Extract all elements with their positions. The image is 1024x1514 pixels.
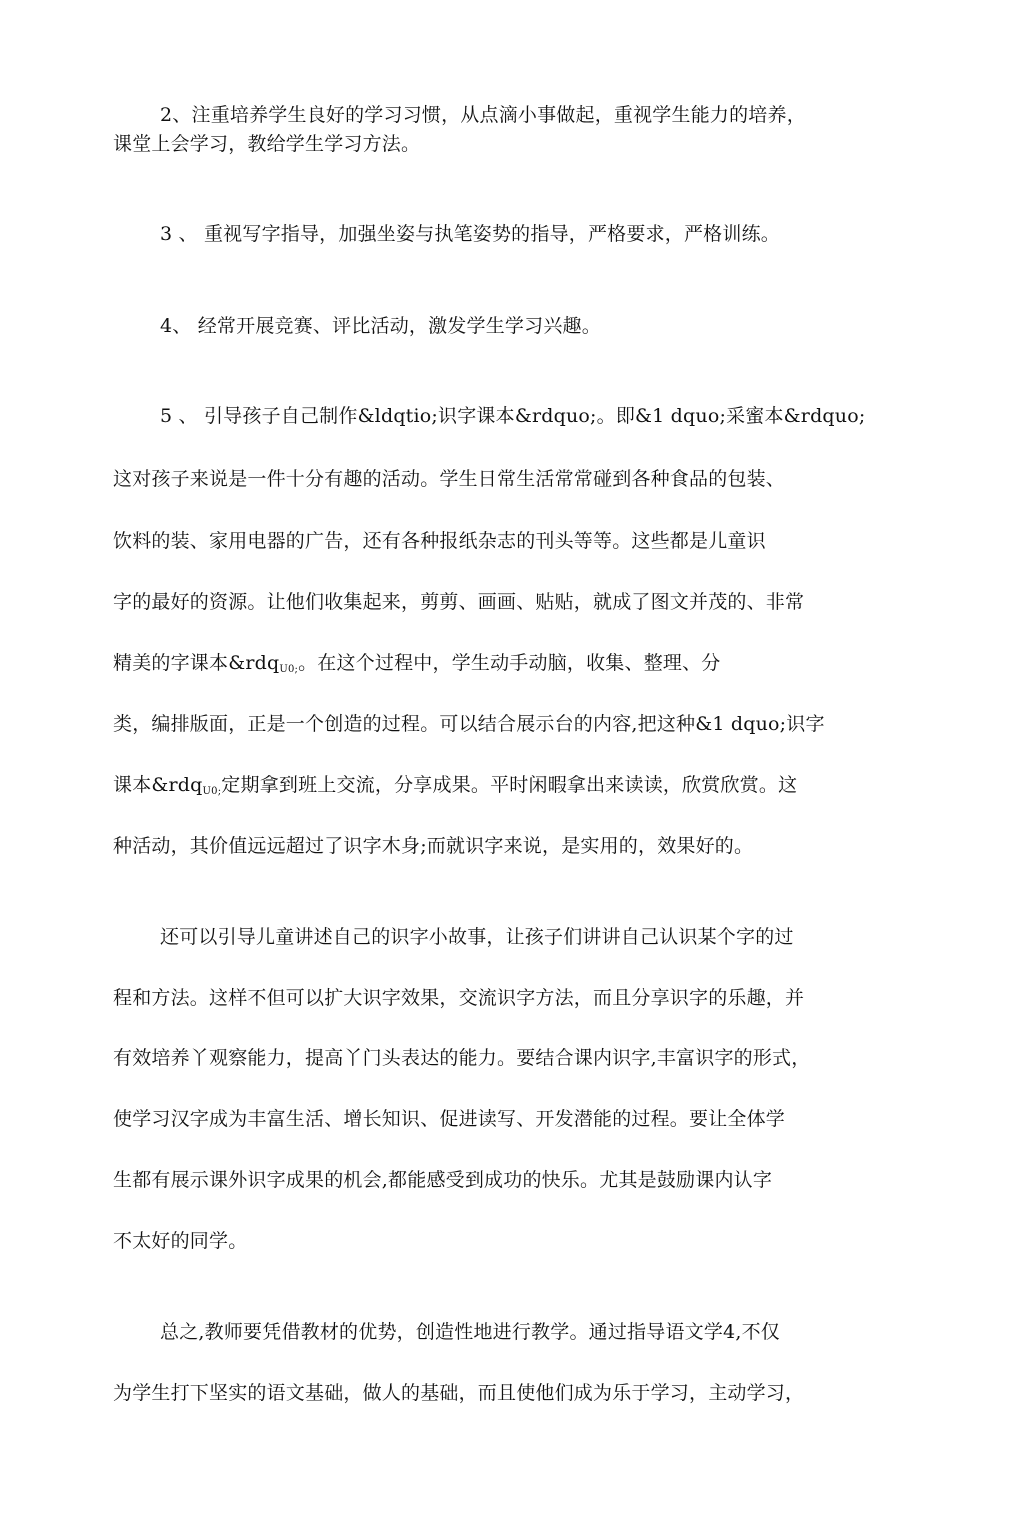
paragraph-5-line-7 — [113, 773, 797, 804]
paragraph-5-line-2: 这对孩子来说是一件十分有趣的活动。学生日常生活常常碰到各种食品的包装、 — [113, 468, 786, 490]
subscript-fragment: U0; — [279, 664, 299, 675]
text-segment: 。在这个过程中，学生动手动脑，收集、整理、分 — [298, 652, 721, 674]
paragraph-6-line-1: 还可以引导儿童讲述自己的识字小故事，让孩子们讲讲自己认识某个字的过 — [160, 926, 794, 948]
paragraph-7-line-1: 总之,教师要凭借教材的优势，创造性地进行教学。通过指导语文学4,不仅 — [160, 1321, 780, 1343]
paragraph-3-line-1: 3 、 重视写字指导，加强坐姿与执笔姿势的指导，严格要求，严格训练。 — [160, 223, 780, 245]
text-segment: 课本&rdq — [113, 774, 203, 796]
paragraph-5-line-3: 饮料的装、家用电器的广告，还有各种报纸杂志的刊头等等。这些都是儿童识 — [113, 530, 766, 552]
paragraph-6-line-4: 使学习汉字成为丰富生活、增长知识、促进读写、开发潜能的过程。要让全体学 — [113, 1108, 786, 1130]
paragraph-5-line-5 — [113, 651, 721, 682]
paragraph-5-line-4: 字的最好的资源。让他们收集起来，剪剪、画画、贴贴，就成了图文并茂的、非常 — [113, 591, 805, 613]
paragraph-5-line-8: 种活动，其价值远远超过了识字木身;而就识字来说，是实用的，效果好的。 — [113, 835, 754, 857]
paragraph-6-line-2: 程和方法。这样不但可以扩大识字效果，交流识字方法，而且分享识字的乐趣，并 — [113, 987, 805, 1009]
paragraph-5-line-1: 5 、 引导孩子自己制作&ldqtio;识字课本&rdquo;。即&1 dquo;采蜜本&rdquo; — [160, 405, 866, 427]
paragraph-7-line-2: 为学生打下坚实的语文基础，做人的基础，而且使他们成为乐于学习，主动学习， — [113, 1382, 805, 1404]
paragraph-5-line-6: 类，编排版面，正是一个创造的过程。可以结合展示台的内容,把这种&1 dquo;识字 — [113, 713, 825, 735]
paragraph-6-line-5: 生都有展示课外识字成果的机会,都能感受到成功的快乐。尤其是鼓励课内认字 — [113, 1169, 773, 1191]
text-segment: 精美的字课本&rdq — [113, 652, 280, 674]
paragraph-6-line-6: 不太好的同学。 — [113, 1230, 248, 1252]
text-segment: 定期拿到班上交流，分享成果。平时闲暇拿出来读读，欣赏欣赏。这 — [221, 774, 798, 796]
paragraph-2-line-2: 课堂上会学习，教给学生学习方法。 — [113, 133, 421, 155]
paragraph-2-line-1: 2、注重培养学生良好的学习习惯，从点滴小事做起，重视学生能力的培养， — [160, 104, 806, 126]
paragraph-4-line-1: 4、 经常开展竞赛、评比活动，激发学生学习兴趣。 — [160, 315, 601, 337]
subscript-fragment: U0; — [202, 786, 222, 797]
paragraph-6-line-3: 有效培养丫观察能力，提高丫门头表达的能力。要结合课内识字,丰富识字的形式， — [113, 1047, 811, 1069]
